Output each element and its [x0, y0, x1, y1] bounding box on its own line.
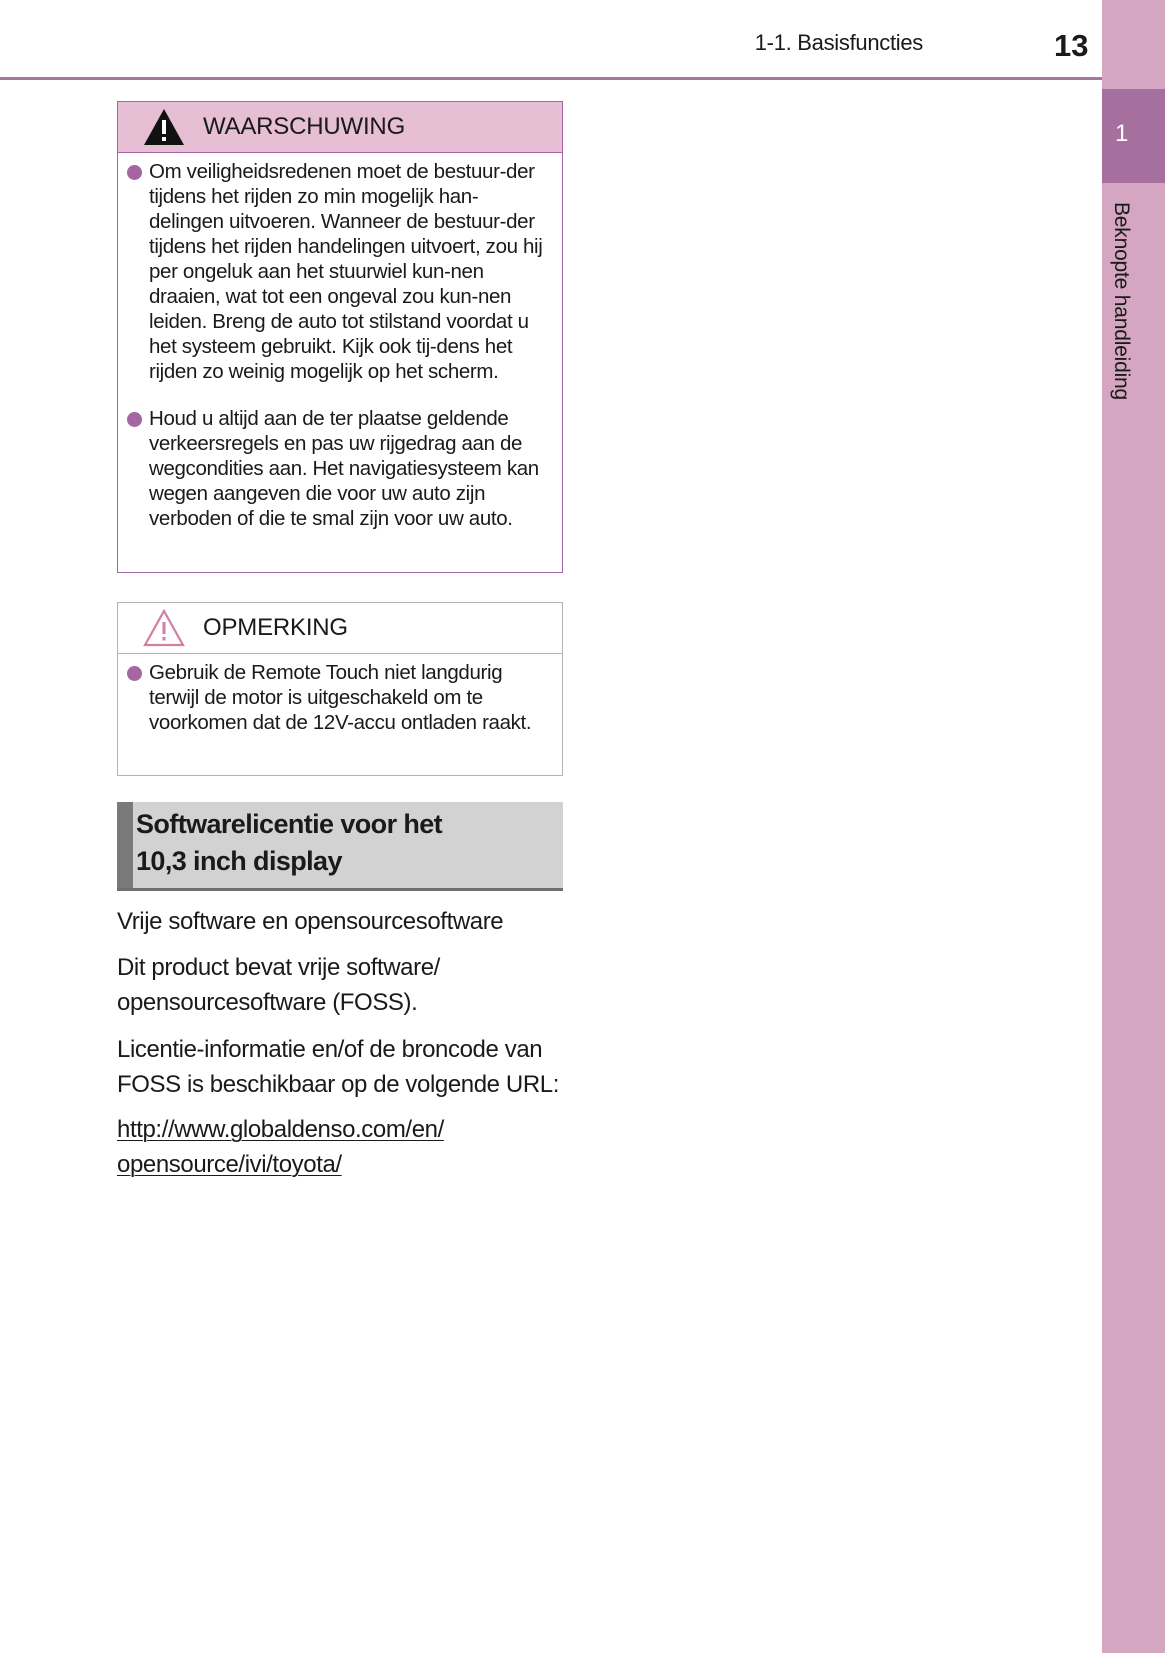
warning-item-text: Houd u altijd aan de ter plaatse geldende verkeersregels en pas uw rijgedrag aan de wegcondities aan. Het navigatiesysteem kan wegen aangeven die voor uw auto zijn verboden of die te smal zijn voor uw auto.: [149, 407, 539, 530]
section-label: 1-1. Basisfuncties: [754, 30, 923, 55]
section-heading: [117, 802, 563, 891]
warning-body: [118, 153, 562, 531]
license-url-link[interactable]: [117, 1112, 577, 1182]
paragraph: Vrije software en opensourcesoftware: [117, 908, 504, 935]
paragraph: Licentie-informatie en/of de broncode van FOSS is beschikbaar op de volgende URL:: [117, 1036, 559, 1098]
side-chapter-number: 1: [1115, 120, 1129, 147]
section-heading-line: 10,3 inch display: [136, 846, 342, 876]
warning-item: [126, 159, 550, 384]
side-chapter-title: Beknopte handleiding: [1110, 202, 1133, 401]
bullet-dot-icon: [127, 666, 142, 681]
side-chapter-box[interactable]: [1102, 89, 1165, 183]
warning-item: [126, 406, 550, 531]
section-heading-line: Softwarelicentie voor het: [136, 809, 443, 839]
notice-item-text: Gebruik de Remote Touch niet langdurig terwijl de motor is uitgeschakeld om te voorkomen dat de 12V-accu ontladen raakt.: [149, 661, 532, 734]
bullet-dot-icon: [127, 412, 142, 427]
warning-header: [118, 102, 562, 153]
license-url-line[interactable]: opensource/ivi/toyota/: [117, 1151, 342, 1178]
warning-item-text: Om veiligheidsredenen moet de bestuur-der tijdens het rijden zo min mogelijk han-delingen uitvoeren. Wanneer de bestuur-der tijdens het rijden handelingen uitvoert, zou hij per ongeluk aan het stuurwiel kun-nen draaien, wat tot een ongeval zou kun-nen leiden. Breng de auto tot stilstand voordat u het systeem gebruikt. Kijk ook tij-dens het rijden zo weinig mogelijk op het scherm.: [149, 160, 543, 383]
paragraph: Dit product bevat vrije software/ opensourcesoftware (FOSS).: [117, 954, 440, 1016]
warning-title: WAARSCHUWING: [203, 113, 406, 140]
notice-title: OPMERKING: [203, 614, 348, 641]
warning-box: [117, 101, 563, 573]
section-heading-bar: [117, 802, 133, 888]
page-number: 13: [1054, 28, 1089, 63]
notice-item: [126, 660, 550, 735]
notice-box: [117, 602, 563, 776]
warning-triangle-outline-icon: [142, 608, 186, 648]
section-heading-title: [136, 806, 556, 880]
notice-body: [118, 654, 562, 735]
warning-triangle-filled-icon: [142, 107, 186, 147]
license-url-line[interactable]: http://www.globaldenso.com/en/: [117, 1116, 444, 1143]
notice-header: [118, 603, 562, 654]
bullet-dot-icon: [127, 165, 142, 180]
header-divider: [0, 77, 1102, 80]
